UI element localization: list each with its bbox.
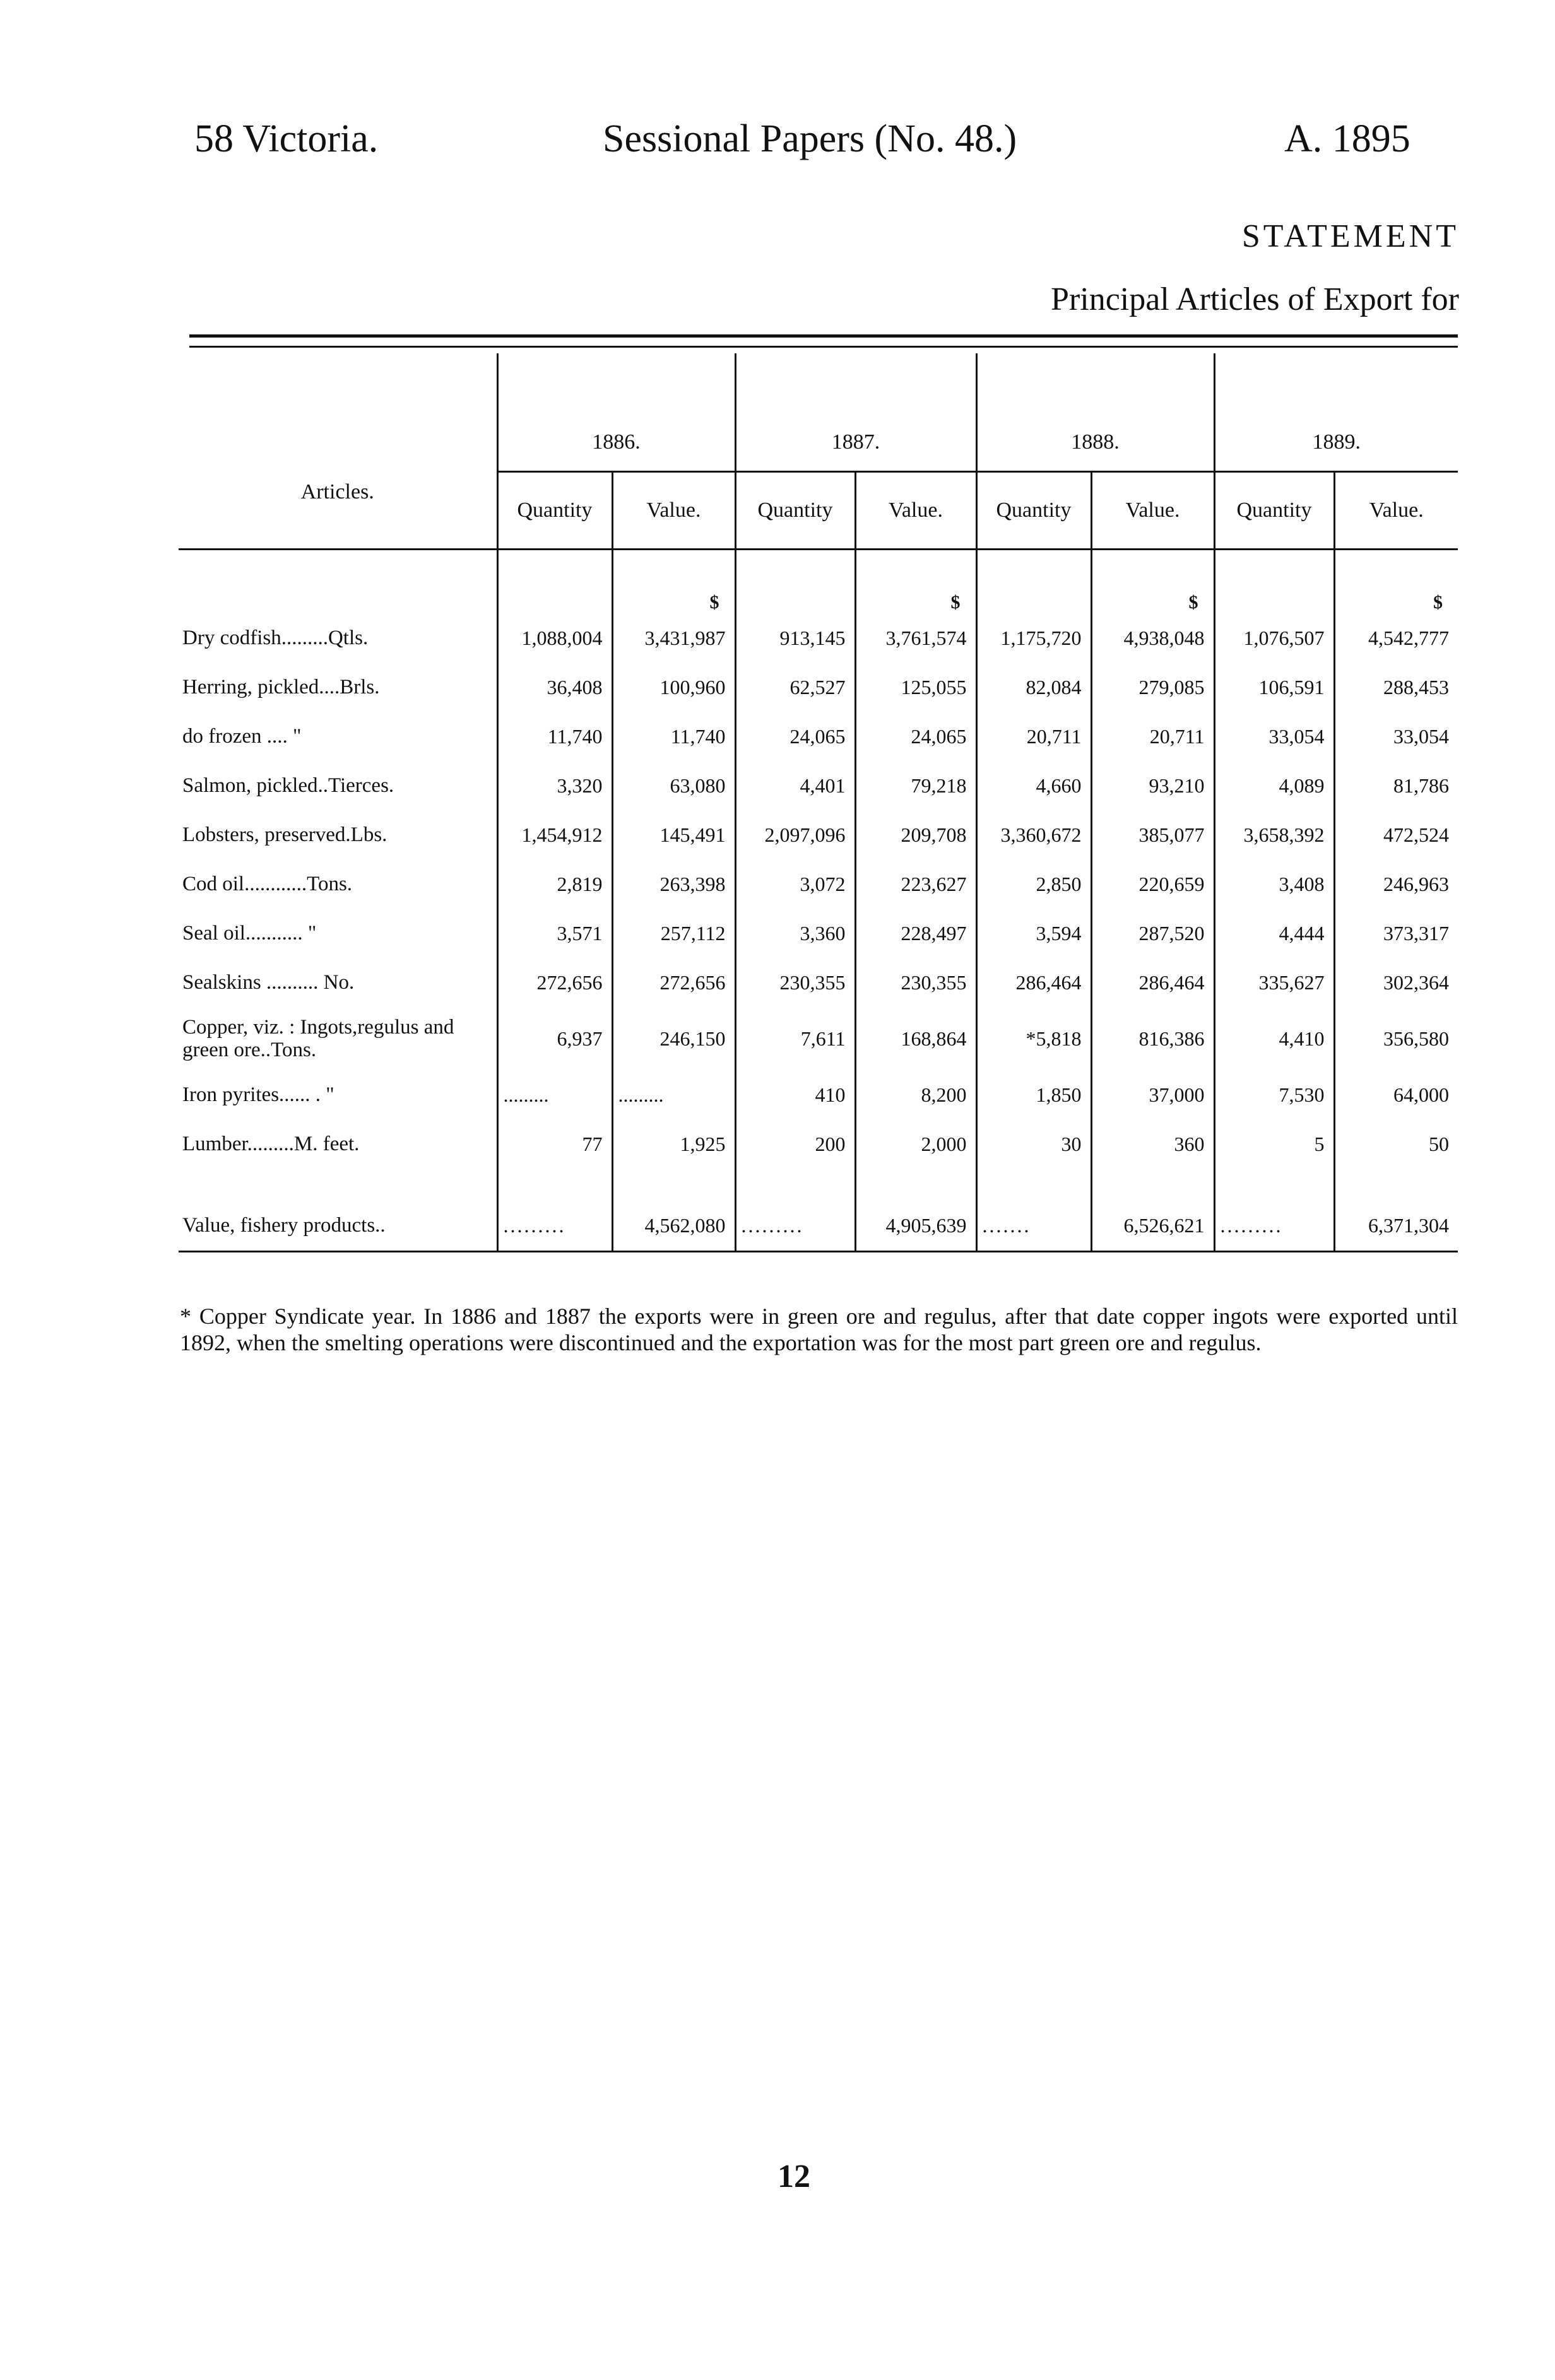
table-cell: 62,527: [735, 663, 855, 712]
table-cell: 4,542,777: [1334, 613, 1458, 663]
currency-mark: $: [855, 550, 976, 614]
table-cell: 3,571: [497, 909, 612, 958]
table-cell: 37,000: [1091, 1070, 1214, 1119]
table-cell: 230,355: [735, 958, 855, 1007]
table-cell: 1,076,507: [1214, 613, 1334, 663]
table-cell: 50: [1334, 1119, 1458, 1169]
table-cell: 8,200: [855, 1070, 976, 1119]
table-cell: 3,360: [735, 909, 855, 958]
table-cell: 6,937: [497, 1007, 612, 1070]
table-cell: 30: [976, 1119, 1091, 1169]
table-row: [179, 1119, 1458, 1169]
articles-header: Articles.: [300, 480, 374, 504]
table-cell: 4,660: [976, 761, 1091, 810]
table-cell: 279,085: [1091, 663, 1214, 712]
table-row: [179, 712, 1458, 761]
total-value-1889: 6,371,304: [1334, 1200, 1458, 1252]
table-cell: 288,453: [1334, 663, 1458, 712]
table-cell: 106,591: [1214, 663, 1334, 712]
table-cell: 145,491: [612, 810, 735, 859]
quantity-header: Quantity: [1214, 472, 1334, 550]
running-head-left: 58 Victoria.: [194, 117, 379, 160]
quantity-header: Quantity: [497, 472, 612, 550]
table-cell: 209,708: [855, 810, 976, 859]
running-head-center: Sessional Papers (No. 48.): [603, 117, 1017, 160]
top-rule: [189, 334, 1458, 338]
total-label: Value, fishery products..: [182, 1213, 386, 1237]
table-cell: 7,530: [1214, 1070, 1334, 1119]
table-cell: 5: [1214, 1119, 1334, 1169]
table-cell: 373,317: [1334, 909, 1458, 958]
row-label: Iron pyrites...... . ": [182, 1083, 334, 1106]
table-cell: 1,850: [976, 1070, 1091, 1119]
table-cell: 3,431,987: [612, 613, 735, 663]
table-cell: 33,054: [1214, 712, 1334, 761]
table-cell: 1,454,912: [497, 810, 612, 859]
year-header-1889: 1889.: [1214, 353, 1458, 472]
table-cell: 246,150: [612, 1007, 735, 1070]
running-head-right: A. 1895: [1284, 117, 1410, 160]
row-label: Lumber.........M. feet.: [182, 1132, 360, 1155]
currency-row: [179, 550, 1458, 614]
table-cell: 81,786: [1334, 761, 1458, 810]
currency-mark: $: [1334, 550, 1458, 614]
table-cell: 287,520: [1091, 909, 1214, 958]
table-cell: 3,360,672: [976, 810, 1091, 859]
table-cell: 263,398: [612, 859, 735, 909]
table-cell: .........: [612, 1070, 735, 1119]
table-cell: 11,740: [497, 712, 612, 761]
table-cell: 913,145: [735, 613, 855, 663]
table-cell: 1,925: [612, 1119, 735, 1169]
row-label: Seal oil........... ": [182, 921, 317, 945]
table-cell: 3,408: [1214, 859, 1334, 909]
table-cell: *5,818: [976, 1007, 1091, 1070]
table-cell: 79,218: [855, 761, 976, 810]
table-cell: 64,000: [1334, 1070, 1458, 1119]
table-row: [179, 663, 1458, 712]
table-row: [179, 958, 1458, 1007]
table-cell: 36,408: [497, 663, 612, 712]
table-cell: 4,401: [735, 761, 855, 810]
table-row: [179, 613, 1458, 663]
table-row: [179, 909, 1458, 958]
table-cell: 356,580: [1334, 1007, 1458, 1070]
table-row: [179, 1070, 1458, 1119]
table-cell: 2,850: [976, 859, 1091, 909]
top-rule-thin: [189, 346, 1458, 348]
table-cell: 220,659: [1091, 859, 1214, 909]
table-cell: 335,627: [1214, 958, 1334, 1007]
table-cell: 4,938,048: [1091, 613, 1214, 663]
table-cell: 4,410: [1214, 1007, 1334, 1070]
quantity-header: Quantity: [976, 472, 1091, 550]
table-cell: 360: [1091, 1119, 1214, 1169]
year-header-1887: 1887.: [735, 353, 976, 472]
currency-mark: $: [1091, 550, 1214, 614]
row-label: Salmon, pickled..Tierces.: [182, 774, 394, 797]
table-cell: 3,658,392: [1214, 810, 1334, 859]
table-cell: 2,000: [855, 1119, 976, 1169]
leader-dots: .........: [497, 1200, 612, 1252]
year-header-1888: 1888.: [976, 353, 1214, 472]
leader-dots: .........: [735, 1200, 855, 1252]
table-cell: 4,444: [1214, 909, 1334, 958]
table-cell: 33,054: [1334, 712, 1458, 761]
total-value-1888: 6,526,621: [1091, 1200, 1214, 1252]
table-cell: 93,210: [1091, 761, 1214, 810]
value-header: Value.: [855, 472, 976, 550]
row-label: Herring, pickled....Brls.: [182, 675, 380, 698]
table-cell: 200: [735, 1119, 855, 1169]
table-cell: 7,611: [735, 1007, 855, 1070]
table-cell: 1,175,720: [976, 613, 1091, 663]
table-cell: 230,355: [855, 958, 976, 1007]
table-cell: 100,960: [612, 663, 735, 712]
table-cell: 286,464: [976, 958, 1091, 1007]
table-cell: 228,497: [855, 909, 976, 958]
footnote: * Copper Syndicate year. In 1886 and 1887 the exports were in green ore and regulus, after that date copper ingots were exported until 1892, when the smelting operations were discontinued and the exportation was for the most part green ore and regulus.: [180, 1304, 1458, 1355]
table-cell: 11,740: [612, 712, 735, 761]
value-header: Value.: [612, 472, 735, 550]
table-cell: 816,386: [1091, 1007, 1214, 1070]
export-table: [179, 353, 1458, 1252]
table-cell: 77: [497, 1119, 612, 1169]
row-label: Cod oil............Tons.: [182, 872, 353, 895]
table-cell: 3,320: [497, 761, 612, 810]
table-row: [179, 1007, 1458, 1070]
table-cell: 1,088,004: [497, 613, 612, 663]
table-cell: 63,080: [612, 761, 735, 810]
table-cell: 385,077: [1091, 810, 1214, 859]
leader-dots: .........: [1214, 1200, 1334, 1252]
value-header: Value.: [1334, 472, 1458, 550]
statement-heading: STATEMENT: [1241, 218, 1459, 254]
table-cell: 3,594: [976, 909, 1091, 958]
table-cell: 24,065: [735, 712, 855, 761]
row-label: do frozen .... ": [182, 724, 302, 748]
row-label: Copper, viz. : Ingots,regulus and green ore..Tons.: [182, 1016, 454, 1061]
table-row: [179, 761, 1458, 810]
table-cell: .........: [497, 1070, 612, 1119]
value-header: Value.: [1091, 472, 1214, 550]
table-cell: 472,524: [1334, 810, 1458, 859]
table-row: [179, 859, 1458, 909]
table-cell: 24,065: [855, 712, 976, 761]
table-cell: 410: [735, 1070, 855, 1119]
table-cell: 20,711: [1091, 712, 1214, 761]
quantity-header: Quantity: [735, 472, 855, 550]
page-number: 12: [778, 2159, 810, 2194]
year-header-1886: 1886.: [497, 353, 735, 472]
table-cell: 302,364: [1334, 958, 1458, 1007]
total-value-1886: 4,562,080: [612, 1200, 735, 1252]
table-cell: 257,112: [612, 909, 735, 958]
table-row: [179, 810, 1458, 859]
table-cell: 272,656: [497, 958, 612, 1007]
table-cell: 2,097,096: [735, 810, 855, 859]
table-cell: 223,627: [855, 859, 976, 909]
table-cell: 82,084: [976, 663, 1091, 712]
table-cell: 246,963: [1334, 859, 1458, 909]
table-cell: 3,072: [735, 859, 855, 909]
total-value-1887: 4,905,639: [855, 1200, 976, 1252]
row-label: Dry codfish.........Qtls.: [182, 626, 369, 649]
table-cell: 272,656: [612, 958, 735, 1007]
row-label: Lobsters, preserved.Lbs.: [182, 823, 387, 846]
table-cell: 4,089: [1214, 761, 1334, 810]
currency-mark: $: [612, 550, 735, 614]
table-cell: 125,055: [855, 663, 976, 712]
table-cell: 3,761,574: [855, 613, 976, 663]
statement-subtitle: Principal Articles of Export for: [1051, 281, 1459, 317]
total-row: [179, 1200, 1458, 1252]
table-cell: 286,464: [1091, 958, 1214, 1007]
row-label: Sealskins .......... No.: [182, 970, 355, 994]
table-cell: 168,864: [855, 1007, 976, 1070]
table-cell: 20,711: [976, 712, 1091, 761]
table-cell: 2,819: [497, 859, 612, 909]
leader-dots: .......: [976, 1200, 1091, 1252]
